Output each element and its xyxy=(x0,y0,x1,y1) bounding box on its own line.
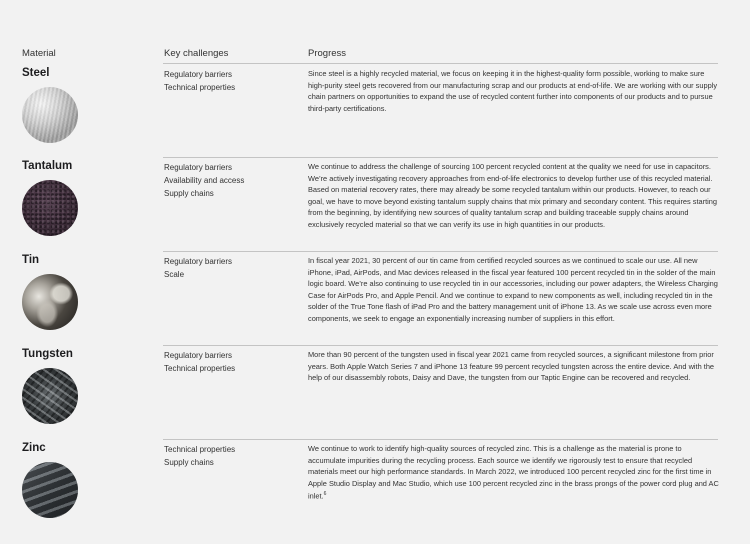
header-key-challenges: Key challenges xyxy=(164,48,229,59)
key-challenge-item: Regulatory barriers xyxy=(164,351,233,360)
material-row-steel xyxy=(22,67,722,155)
material-row-zinc xyxy=(22,442,722,542)
divider xyxy=(163,345,718,346)
progress-body: We continue to work to identify high-quality sources of recycled zinc. This is a challenge as the material is prone to accumulate impurities during the recycling process. Each source we identify we rigorously test to ensure that recycled materials meet our high performance standards. In March 2022, we introduced 100 percent recycled zinc for the first time in Apple Studio Display and Mac Studio, which use 100 percent recycled zinc in the brass prongs of the power cord plug and AC inlet. xyxy=(308,444,719,501)
key-challenge-item: Regulatory barriers xyxy=(164,257,233,266)
key-challenges-list xyxy=(164,443,294,469)
material-row-tin xyxy=(22,254,722,342)
key-challenge-item: Regulatory barriers xyxy=(164,70,233,79)
progress-text: More than 90 percent of the tungsten used in fiscal year 2021 came from recycled sources, a significant milestone from prior years. Both Apple Watch Series 7 and iPhone 13 feature 99 percent recycled tungsten across the entire device. And with the help of our disassembly robots, Daisy and Dave, the tungsten from our Taptic Engine can be recovered and recycled. xyxy=(308,350,715,382)
divider xyxy=(163,63,718,64)
divider xyxy=(163,439,718,440)
key-challenge-item: Technical properties xyxy=(164,445,236,454)
key-challenge-item: Technical properties xyxy=(164,83,236,92)
tin-image xyxy=(22,274,78,330)
key-challenge-item: Regulatory barriers xyxy=(164,163,233,172)
header-progress: Progress xyxy=(308,48,347,59)
tantalum-image xyxy=(22,180,78,236)
key-challenge-item: Scale xyxy=(164,270,185,279)
material-name: Tin xyxy=(22,254,40,266)
progress-text: In fiscal year 2021, 30 percent of our tin came from certified recycled sources as we continued to scale our use. All new iPhone, iPad, AirPods, and Mac devices released in the fiscal year featured 100 percent recycled tin in the solder of the main logic board. We’re also continuing to use recycled tin in our accessories, including our power adapters, the Wireless Charging Case for AirPods Pro, and Apple Pencil. And we continue to expand to new components as well, including recycled tin in the solder of the True Tone flash of iPad Pro and the battery management unit of iPhone 13. As we scale use across even more components, we seek to engage an exponentially increasing number of suppliers in this effort. xyxy=(308,256,718,323)
material-name: Steel xyxy=(22,67,50,79)
material-name: Tungsten xyxy=(22,348,73,360)
tungsten-image xyxy=(22,368,78,424)
material-name: Tantalum xyxy=(22,160,73,172)
key-challenge-item: Availability and access xyxy=(164,176,245,185)
key-challenges-list xyxy=(164,68,294,94)
divider xyxy=(163,251,718,252)
table-header xyxy=(22,45,722,63)
header-material: Material xyxy=(22,48,56,59)
footnote-marker: 6 xyxy=(323,491,327,497)
progress-text: We continue to address the challenge of sourcing 100 percent recycled content at the quality we need for use in capacitors. We’re actively investigating recovery approaches from end-of-life electronics to develop further use of this recycled material. Based on material recovery rates, there may already be some recycled tantalum within our products. However, to reach our goal, we have to move beyond existing tantalum supply chains that mix primary and secondary content. This requires starting from the beginning, by identifying new sources of quality tantalum scrap and building traceable supply chains around exclusively recycled material so that we can verify its use in high quantities in our products. xyxy=(308,162,718,229)
progress-text xyxy=(308,443,720,502)
key-challenges-list xyxy=(164,161,294,200)
key-challenge-item: Supply chains xyxy=(164,189,214,198)
key-challenges-list xyxy=(164,255,294,281)
material-row-tungsten xyxy=(22,348,722,436)
key-challenge-item: Technical properties xyxy=(164,364,236,373)
material-name: Zinc xyxy=(22,442,46,454)
progress-text: Since steel is a highly recycled material, we focus on keeping it in the highest-quality form possible, working to make sure high-purity steel gets recovered from our manufacturing scrap and our products at end-of-life. We are working with our supply chain partners on opportunities to expand the use of recycled content further into components of our products and to pursue third-party certifications. xyxy=(308,69,718,113)
zinc-image xyxy=(22,462,78,518)
steel-image xyxy=(22,87,78,143)
divider xyxy=(163,157,718,158)
material-row-tantalum xyxy=(22,160,722,248)
key-challenges-list xyxy=(164,349,294,375)
key-challenge-item: Supply chains xyxy=(164,458,214,467)
